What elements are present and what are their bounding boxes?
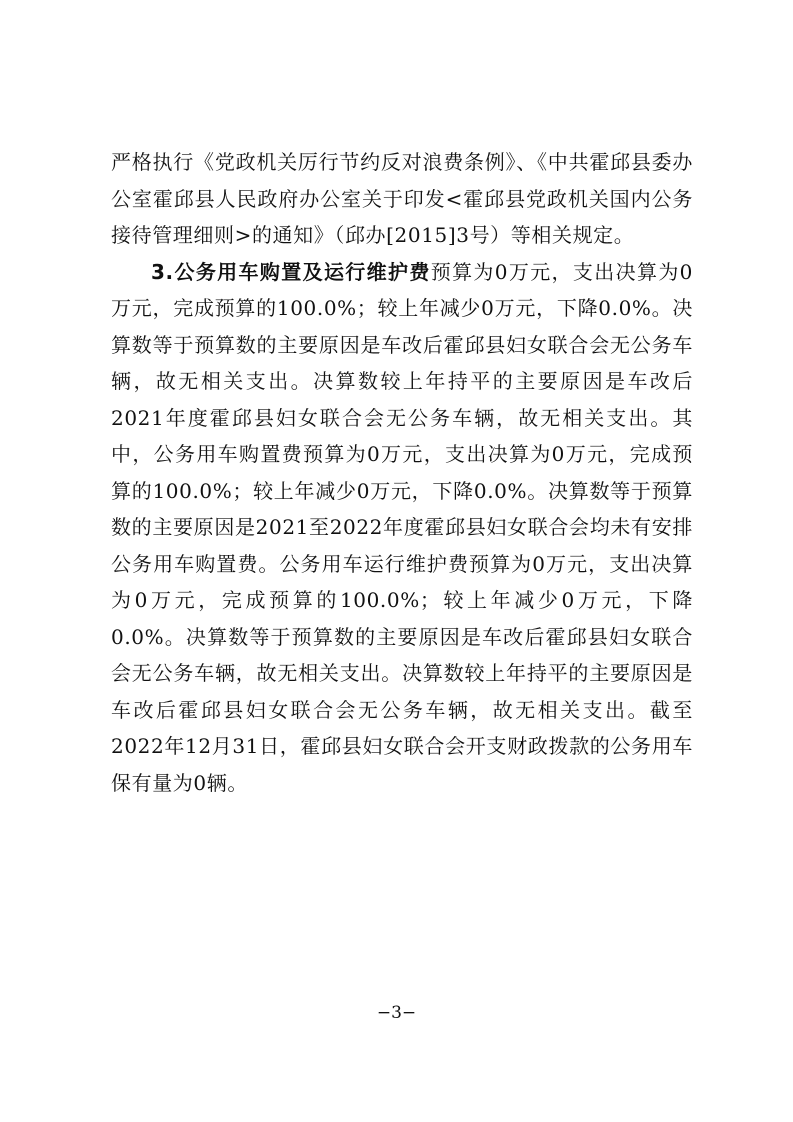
paragraph-continuation: 严格执行《党政机关厉行节约反对浪费条例》、《中共霍邱县委办公室霍邱县人民政府办公室关于印发<霍邱县党政机关国内公务接待管理细则>的通知》（邱办[2015]3号）等相关规定。 — [111, 150, 693, 247]
section-3-heading: 3.公务用车购置及运行维护费 — [151, 259, 431, 284]
document-body — [111, 144, 693, 801]
paragraph-section-3 — [111, 254, 693, 802]
section-3-text: 预算为0万元，支出决算为0万元，完成预算的100.0%；较上年减少0万元，下降0.0%。决算数等于预算数的主要原因是车改后霍邱县妇女联合会无公务车辆，故无相关支出。决算数较上年持平的主要原因是车改后2021年度霍邱县妇女联合会无公务车辆，故无相关支出。其中，公务用车购置费预算为0万元，支出决算为0万元，完成预算的100.0%；较上年减少0万元，下降0.0%。决算数等于预算数的主要原因是2021至2022年度霍邱县妇女联合会均未有安排公务用车购置费。公务用车运行维护费预算为0万元，支出决算为0万元，完成预算的100.0%；较上年减少0万元，下降0.0%。决算数等于预算数的主要原因是车改后霍邱县妇女联合会无公务车辆，故无相关支出。决算数较上年持平的主要原因是车改后霍邱县妇女联合会无公务车辆，故无相关支出。截至2022年12月31日，霍邱县妇女联合会开支财政拨款的公务用车保有量为0辆。 — [111, 259, 694, 795]
page-number: −3− — [376, 1003, 417, 1023]
